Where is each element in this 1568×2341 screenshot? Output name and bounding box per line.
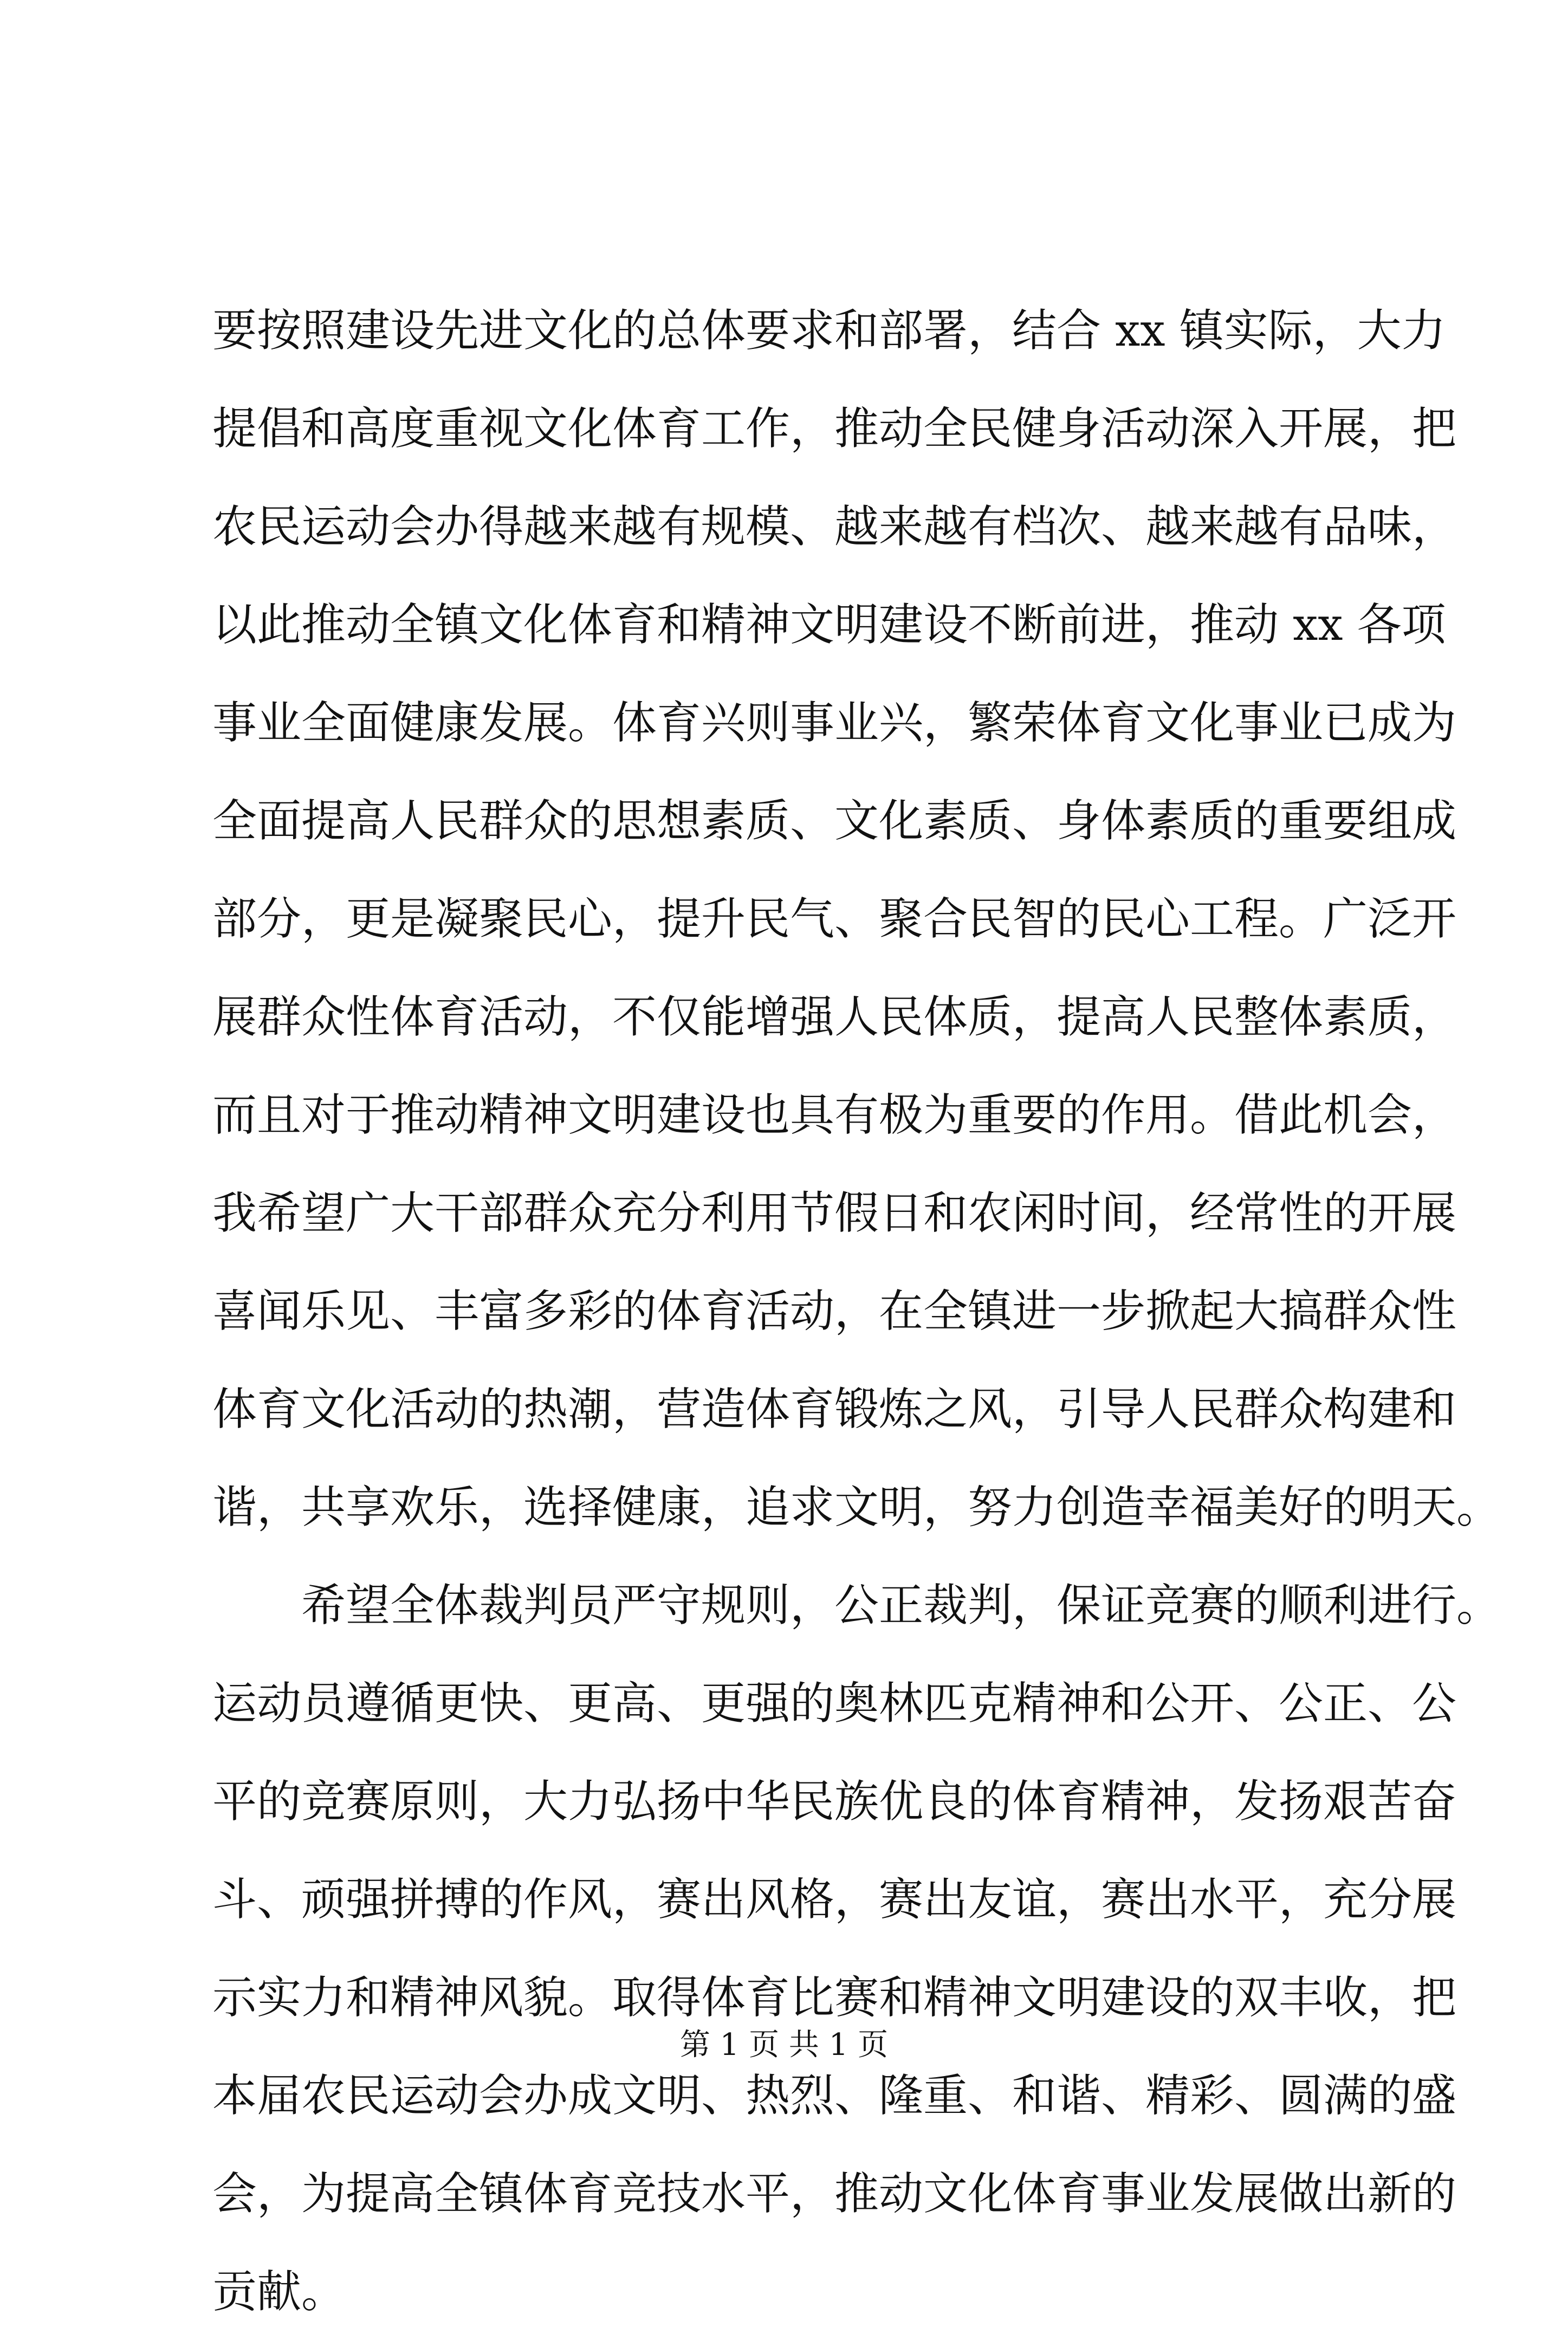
text-line: 斗、顽强拼搏的作风，赛出风格，赛出友谊，赛出水平，充分展 bbox=[212, 1874, 1457, 1925]
text-line: 事业全面健康发展。体育兴则事业兴，繁荣体育文化事业已成为 bbox=[212, 697, 1457, 749]
page-footer bbox=[0, 2026, 1568, 2064]
text-line: 提倡和高度重视文化体育工作，推动全民健身活动深入开展，把 bbox=[212, 403, 1457, 455]
text-line: 我希望广大干部群众充分利用节假日和农闲时间，经常性的开展 bbox=[212, 1188, 1457, 1239]
text-line: 以此推动全镇文化体育和精神文明建设不断前进，推动 xx 各项 bbox=[212, 599, 1446, 651]
text-line: 希望全体裁判员严守规则，公正裁判，保证竞赛的顺利进行。 bbox=[301, 1580, 1501, 1631]
text-line: 全面提高人民群众的思想素质、文化素质、身体素质的重要组成 bbox=[212, 795, 1457, 847]
text-line: 喜闻乐见、丰富多彩的体育活动，在全镇进一步掀起大搞群众性 bbox=[212, 1286, 1457, 1337]
paragraph-2 bbox=[212, 1557, 1501, 2341]
text-line: 会，为提高全镇体育竞技水平，推动文化体育事业发展做出新的 bbox=[212, 2168, 1457, 2220]
text-line: 谐，共享欢乐，选择健康，追求文明，努力创造幸福美好的明天。 bbox=[212, 1482, 1501, 1533]
page-number-text: 第 1 页 共 1 页 bbox=[679, 2027, 889, 2063]
paragraph-1 bbox=[212, 282, 1501, 1557]
text-line: 农民运动会办得越来越有规模、越来越有档次、越来越有品味， bbox=[212, 501, 1457, 553]
text-line: 运动员遵循更快、更高、更强的奥林匹克精神和公开、公正、公 bbox=[212, 1678, 1457, 1729]
text-line: 示实力和精神风貌。取得体育比赛和精神文明建设的双丰收，把 bbox=[212, 1972, 1457, 2024]
text-line: 要按照建设先进文化的总体要求和部署，结合 xx 镇实际，大力 bbox=[212, 305, 1446, 356]
text-line: 体育文化活动的热潮，营造体育锻炼之风，引导人民群众构建和 bbox=[212, 1384, 1457, 1435]
text-line: 本届农民运动会办成文明、热烈、隆重、和谐、精彩、圆满的盛 bbox=[212, 2070, 1457, 2122]
text-line: 贡献。 bbox=[212, 2266, 346, 2318]
text-line: 展群众性体育活动，不仅能增强人民体质，提高人民整体素质， bbox=[212, 991, 1457, 1043]
text-line: 平的竞赛原则，大力弘扬中华民族优良的体育精神，发扬艰苦奋 bbox=[212, 1776, 1457, 1827]
text-line: 部分，更是凝聚民心，提升民气、聚合民智的民心工程。广泛开 bbox=[212, 893, 1457, 945]
text-line: 而且对于推动精神文明建设也具有极为重要的作用。借此机会， bbox=[212, 1090, 1457, 1141]
